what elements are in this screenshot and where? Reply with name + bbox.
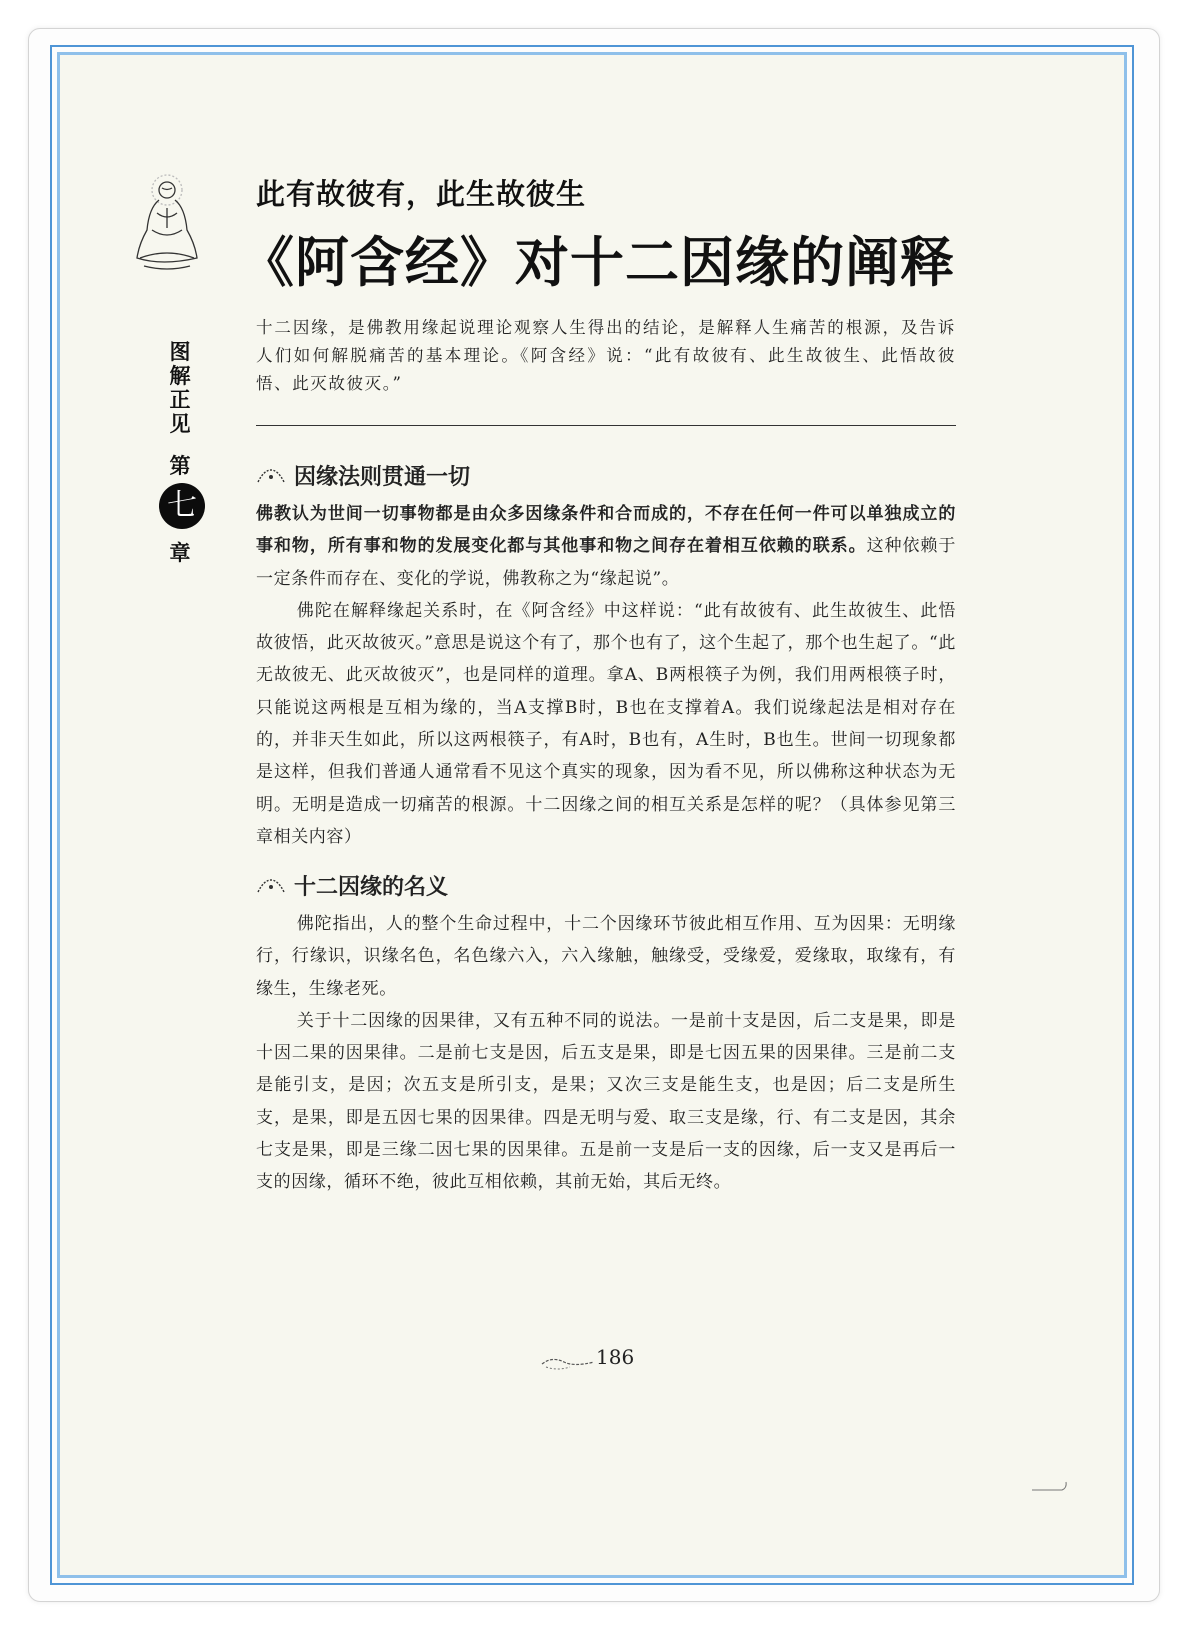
page-ornament-icon [540, 1355, 596, 1373]
section-ornament-icon [256, 466, 286, 486]
section-body [256, 498, 956, 853]
page-subtitle: 此有故彼有，此生故彼生 [256, 177, 587, 211]
section-body [256, 908, 956, 1199]
monk-illustration [132, 168, 202, 276]
book-title-char: 正 [169, 388, 191, 412]
chapter-suffix: 章 [169, 541, 191, 565]
book-title-vertical [164, 340, 196, 436]
section-heading-text: 十二因缘的名义 [294, 874, 449, 900]
body-paragraph: 关于十二因缘的因果律，又有五种不同的说法。一是前十支是因，后二支是果，即是十因二果的因果律。二是前七支是因，后五支是果，即是七因五果的因果律。三是前二支是能引支，是因；次五支是所引支，是果；又次三支是能生支，也是因；后二支是所生支，是果，即是五因七果的因果律。四是无明与爱、取三支是缘，行、有二支是因，其余七支是果，即是三缘二因七果的因果律。五是前一支是后一支的因缘，后一支又是再后一支的因缘，循环不绝，彼此互相依赖，其前无始，其后无终。 [256, 1010, 956, 1193]
page-title: 《阿含经》对十二因缘的阐释 [240, 230, 955, 294]
body-paragraph-bold: 佛教认为世间一切事物都是由众多因缘条件和合而成的，不存在任何一件可以单独成立的事和物，所有事和物的发展变化都与其他事和物之间存在着相互依赖的联系。 [256, 504, 956, 557]
body-paragraph: 佛陀在解释缘起关系时，在《阿含经》中这样说：“此有故彼有、此生故彼生、此悟故彼悟，此灭故彼灭。”意思是说这个有了，那个也有了，这个生起了，那个也生起了。“此无故彼无、此灭故彼灭”，也是同样的道理。拿A、B两根筷子为例，我们用两根筷子时，只能说这两根是互相为缘的，当A支撑B时，B也在支撑着A。我们说缘起法是相对存在的，并非天生如此，所以这两根筷子，有A时，B也有，A生时，B也生。世间一切现象都是这样，但我们普通人通常看不见这个真实的现象，因为看不见，所以佛称这种状态为无明。无明是造成一切痛苦的根源。十二因缘之间的相互关系是怎样的呢？（具体参见第三章相关内容） [256, 600, 956, 847]
book-title-char: 图 [169, 340, 191, 364]
body-sentence: 这种依赖于一定条件而存在、变化的学说，佛教称之为“缘起说”。 [256, 536, 956, 589]
section-heading [256, 460, 470, 491]
intro-paragraph: 十二因缘，是佛教用缘起说理论观察人生得出的结论，是解释人生痛苦的根源，及告诉人们如何解脱痛苦的基本理论。《阿含经》说：“此有故彼有、此生故彼生、此悟故彼悟、此灭故彼灭。” [256, 318, 956, 393]
section-ornament-icon [256, 876, 286, 896]
body-paragraph: 佛陀指出，人的整个生命过程中，十二个因缘环节彼此相互作用、互为因果：无明缘行，行缘识，识缘名色，名色缘六入，六入缘触，触缘受，受缘爱，爱缘取，取缘有，有缘生，生缘老死。 [256, 914, 956, 999]
corner-mark-icon [1030, 1478, 1070, 1496]
chapter-number-badge: 七 [159, 483, 205, 529]
book-title-char: 见 [169, 412, 191, 436]
book-title-char: 解 [169, 364, 191, 388]
chapter-prefix: 第 [169, 454, 191, 478]
divider-rule [256, 425, 956, 426]
section-heading-text: 因缘法则贯通一切 [294, 464, 471, 490]
section-heading [256, 870, 448, 901]
page-number: 186 [596, 1345, 635, 1369]
page-number-area [540, 1345, 680, 1379]
